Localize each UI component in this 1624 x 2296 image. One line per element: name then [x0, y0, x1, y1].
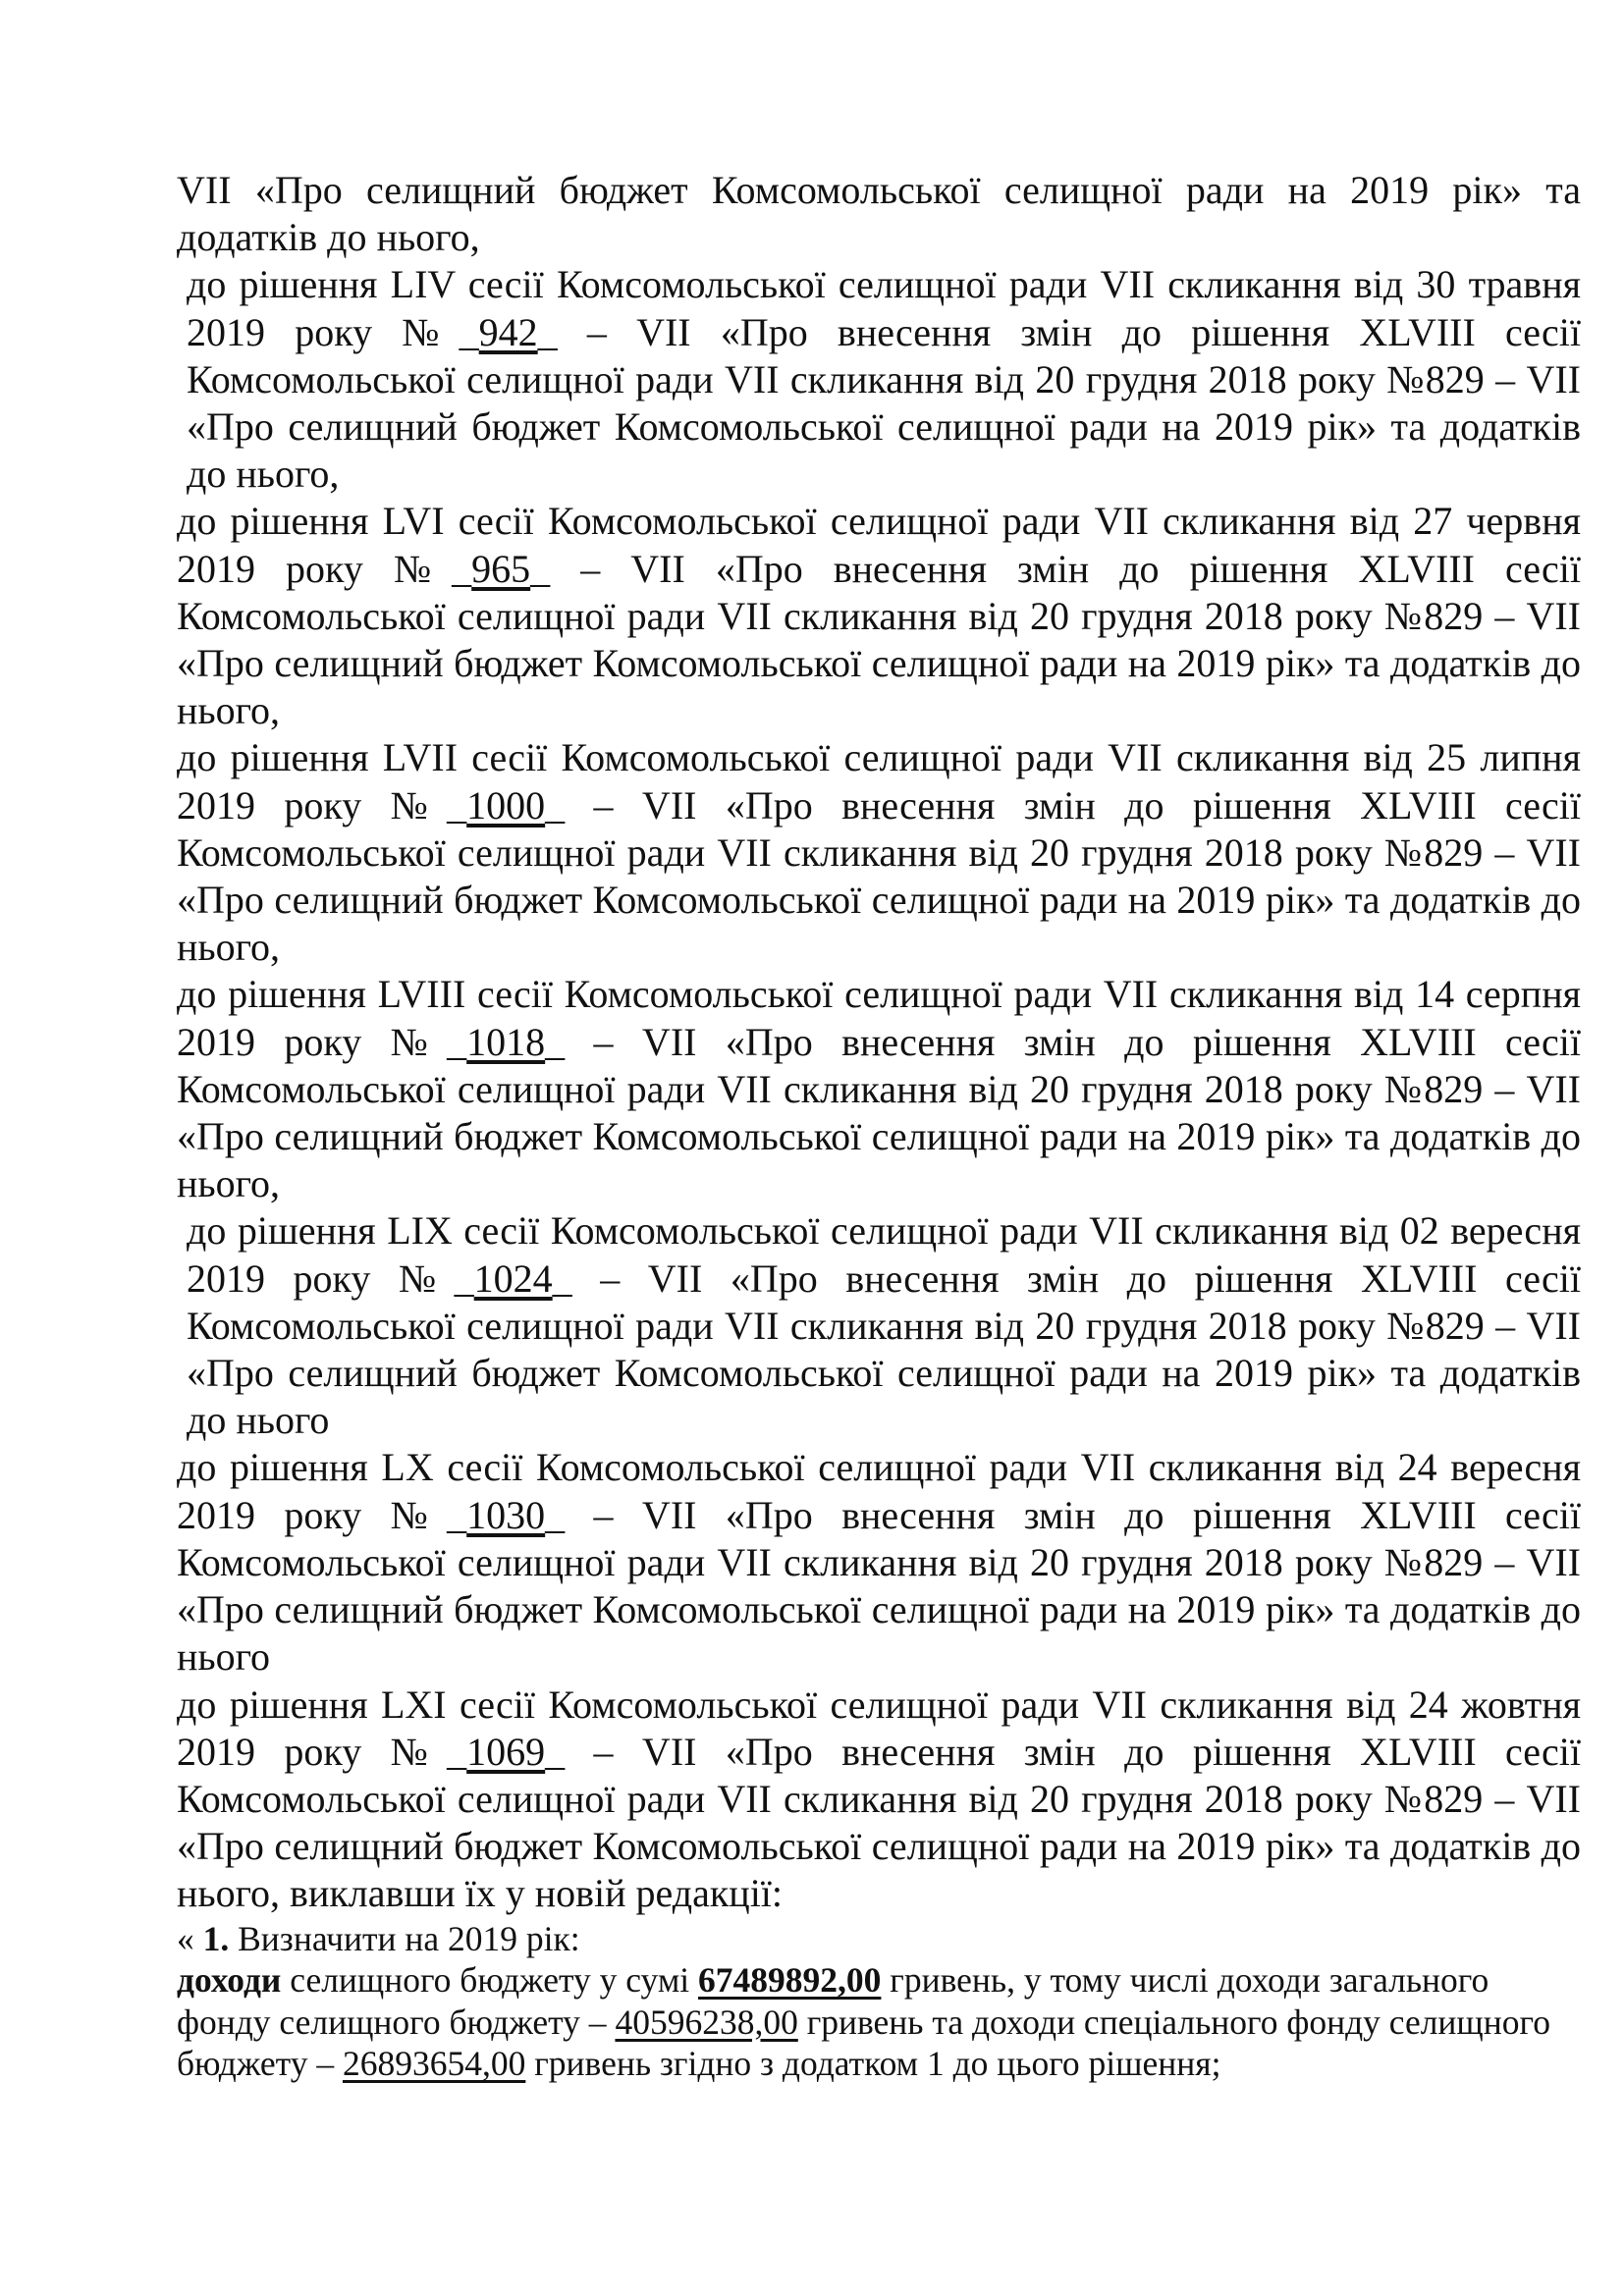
income-total: 67489892,00 [698, 1960, 882, 2001]
income-text-4: гривень згідно з додатком 1 до цього рішення; [525, 2044, 1221, 2084]
item-1-heading [177, 1918, 1581, 1960]
decision-number: 1018 [466, 1019, 546, 1064]
decision-number: 1069 [466, 1729, 546, 1774]
paragraph-text-post: _ – VII «Про внесення змін до рішення XLVIII сесії Комсомольської селищної ради VII скликання від 20 грудня 2018 року №829 – VII «Про селищний бюджет Комсомольської селищної ради на 2019 рік» та додатків до нього, [187, 309, 1581, 497]
paragraph-text-post: _ – VII «Про внесення змін до рішення XLVIII сесії Комсомольської селищної ради VII скликання від 20 грудня 2018 року №829 – VII «Про селищний бюджет Комсомольської селищної ради на 2019 рік» та додатків до нього, виклавши їх у новій редакції: [177, 1729, 1581, 1916]
document-page [177, 167, 1581, 2085]
paragraph-text-pre: до рішення LX сесії Комсомольської селищної ради VII скликання від 24 вересня 2019 року №_ [177, 1445, 1581, 1537]
income-text-3: гривень та доходи спеціального фонду селищного бюджету – [177, 2002, 1550, 2084]
paragraph-decision-1000 [177, 734, 1581, 971]
paragraph-text-pre: до рішення LXI сесії Комсомольської селищної ради VII скликання від 24 жовтня 2019 року №_ [177, 1682, 1581, 1774]
paragraph-decision-1069 [177, 1682, 1581, 1918]
paragraph-text-pre: до рішення LVII сесії Комсомольської селищної ради VII скликання від 25 липня 2019 року №_ [177, 735, 1581, 828]
decision-number: 1030 [466, 1492, 546, 1537]
paragraph-text-pre: до рішення LIX сесії Комсомольської селищної ради VII скликання від 02 вересня 2019 року №_ [187, 1208, 1581, 1301]
paragraph-text-pre: до рішення LIV сесії Комсомольської селищної ради VII скликання від 30 травня 2019 року №_ [187, 262, 1581, 354]
decision-number: 965 [471, 546, 531, 591]
item-text: Визначити на 2019 рік: [229, 1918, 580, 1958]
paragraph-text-pre: до рішення LVI сесії Комсомольської селищної ради VII скликання від 27 червня 2019 року №_ [177, 499, 1581, 591]
income-special-fund: 26893654,00 [342, 2044, 526, 2084]
decision-number: 1000 [466, 782, 546, 828]
income-general-fund: 40596238,00 [615, 2002, 798, 2042]
decision-number: 942 [478, 309, 538, 354]
income-label: доходи [177, 1960, 282, 2001]
decision-number: 1024 [473, 1255, 553, 1301]
paragraph-text-post: _ – VII «Про внесення змін до рішення XLVIII сесії Комсомольської селищної ради VII скликання від 20 грудня 2018 року №829 – VII «Про селищний бюджет Комсомольської селищної ради на 2019 рік» та додатків до нього, [177, 1019, 1581, 1206]
income-text-1: селищного бюджету у сумі [281, 1960, 699, 2001]
paragraph-text-post: _ – VII «Про внесення змін до рішення XLVIII сесії Комсомольської селищної ради VII скликання від 20 грудня 2018 року №829 – VII «Про селищний бюджет Комсомольської селищної ради на 2019 рік» та додатків до нього [177, 1492, 1581, 1680]
paragraph-decision-1030 [177, 1444, 1581, 1681]
paragraph-text-pre: до рішення LVIII сесії Комсомольської селищної ради VII скликання від 14 серпня 2019 року №_ [177, 972, 1581, 1064]
quote-open: « [177, 1918, 203, 1958]
paragraph-decision-1018 [177, 971, 1581, 1207]
paragraph-text-post: _ – VII «Про внесення змін до рішення XLVIII сесії Комсомольської селищної ради VII скликання від 20 грудня 2018 року №829 – VII «Про селищний бюджет Комсомольської селищної ради на 2019 рік» та додатків до нього, [177, 546, 1581, 733]
paragraph-decision-965 [177, 498, 1581, 734]
item-number: 1. [202, 1918, 230, 1958]
paragraph-decision-942 [177, 261, 1581, 498]
income-text-2: гривень, у тому числі доходи загального фонду селищного бюджету – [177, 1960, 1489, 2042]
paragraph-text: VII «Про селищний бюджет Комсомольської селищної ради на 2019 рік» та додатків до нього, [177, 168, 1581, 260]
paragraph-text-post: _ – VII «Про внесення змін до рішення XLVIII сесії Комсомольської селищної ради VII скликання від 20 грудня 2018 року №829 – VII «Про селищний бюджет Комсомольської селищної ради на 2019 рік» та додатків до нього, [177, 782, 1581, 970]
paragraph-continuation [177, 167, 1581, 261]
paragraph-text-post: _ – VII «Про внесення змін до рішення XLVIII сесії Комсомольської селищної ради VII скликання від 20 грудня 2018 року №829 – VII «Про селищний бюджет Комсомольської селищної ради на 2019 рік» та додатків до нього [187, 1255, 1581, 1443]
income-paragraph [177, 1959, 1581, 2085]
paragraph-decision-1024 [177, 1207, 1581, 1444]
